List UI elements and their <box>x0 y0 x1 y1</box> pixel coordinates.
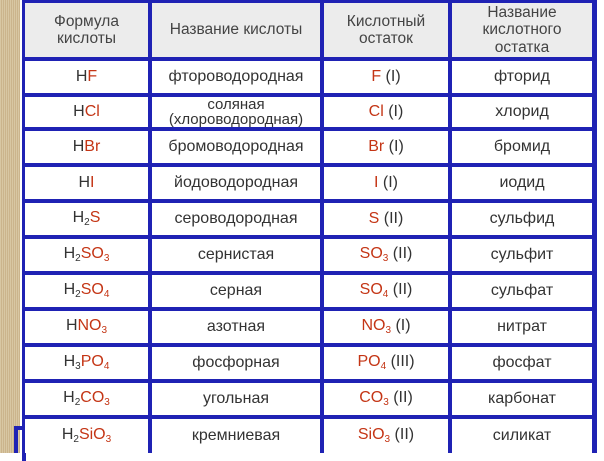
formula-part: H <box>72 208 85 226</box>
acid-name-cell: серная <box>152 275 320 307</box>
formula-cell <box>25 347 148 379</box>
residue-cell <box>324 97 448 127</box>
formula-part: F <box>87 67 98 85</box>
formula-part: H <box>73 102 85 120</box>
formula-part: SO <box>359 244 383 262</box>
residue-formula <box>360 246 413 265</box>
acid-name-cell: сернистая <box>152 239 320 271</box>
residue-name-cell: хлорид <box>452 97 592 127</box>
formula-cell <box>25 61 148 93</box>
residue-cell <box>324 275 448 307</box>
residue-name-cell: сульфид <box>452 203 592 235</box>
formula-part: F <box>371 67 382 85</box>
acid-formula <box>64 246 110 265</box>
residue-cell <box>324 167 448 199</box>
formula-part: Cl <box>368 102 384 120</box>
formula-part: H <box>75 67 88 85</box>
formula-part: NO <box>77 316 102 334</box>
formula-part: SiO <box>78 425 106 443</box>
formula-part: (I) <box>381 67 401 85</box>
subscript: 2 <box>75 288 81 300</box>
formula-part: I <box>90 173 95 191</box>
residue-formula <box>360 282 413 301</box>
residue-name-cell: бромид <box>452 131 592 163</box>
acid-name-cell: азотная <box>152 311 320 343</box>
formula-part: Cl <box>84 102 100 120</box>
formula-part: PO <box>357 352 381 370</box>
formula-cell <box>25 167 148 199</box>
acid-name-cell: фтороводородная <box>152 61 320 93</box>
residue-name-cell: фторид <box>452 61 592 93</box>
subscript: 4 <box>380 360 387 372</box>
acid-formula <box>63 390 110 409</box>
residue-cell <box>324 383 448 415</box>
formula-cell <box>25 419 148 453</box>
subscript: 2 <box>74 396 81 408</box>
subscript: 3 <box>383 396 389 408</box>
formula-part: H <box>63 280 76 298</box>
residue-name-cell: сульфит <box>452 239 592 271</box>
residue-cell <box>324 419 448 453</box>
subscript: 3 <box>385 324 391 336</box>
formula-part: H <box>78 173 91 191</box>
acid-formula <box>64 354 110 373</box>
decorative-side-stripe <box>0 0 20 453</box>
header-acid-residue: Кислотный остаток <box>324 3 448 57</box>
acid-name-cell: угольная <box>152 383 320 415</box>
residue-formula <box>359 390 413 409</box>
residue-formula <box>369 211 404 228</box>
residue-cell <box>324 311 448 343</box>
formula-part: S <box>368 209 380 227</box>
formula-part: (I) <box>378 173 398 191</box>
residue-formula <box>371 69 400 86</box>
residue-formula <box>369 104 404 121</box>
formula-part: (I) <box>383 102 404 120</box>
subscript: 2 <box>84 216 90 228</box>
acid-formula <box>64 282 110 301</box>
formula-cell <box>25 383 148 415</box>
acid-formula <box>73 104 100 121</box>
formula-cell <box>25 97 148 127</box>
header-acid-name: Название кислоты <box>152 3 320 57</box>
formula-cell <box>25 131 148 163</box>
residue-cell <box>324 347 448 379</box>
residue-cell <box>324 131 448 163</box>
formula-cell <box>25 239 148 271</box>
formula-part: SO <box>359 280 383 298</box>
subscript: 4 <box>103 360 110 372</box>
subscript: 2 <box>75 252 81 264</box>
acid-name-cell: кремниевая <box>152 419 320 453</box>
residue-name-cell: фосфат <box>452 347 592 379</box>
acid-name-cell: сероводородная <box>152 203 320 235</box>
formula-cell <box>25 203 148 235</box>
acid-formula <box>66 318 107 337</box>
subscript: 3 <box>382 252 389 264</box>
residue-cell <box>324 239 448 271</box>
formula-part: (I) <box>391 316 411 334</box>
subscript: 3 <box>105 433 112 445</box>
residue-cell <box>324 61 448 93</box>
acids-table <box>22 0 597 453</box>
subscript: 4 <box>103 288 110 300</box>
residue-name-cell: силикат <box>452 419 592 453</box>
formula-part: I <box>374 173 379 191</box>
formula-part: Br <box>84 137 101 155</box>
formula-part: Br <box>368 137 385 155</box>
subscript: 4 <box>382 288 389 300</box>
subscript: 3 <box>101 324 108 336</box>
subscript: 3 <box>103 252 110 264</box>
formula-cell <box>25 311 148 343</box>
formula-part: H <box>63 388 75 406</box>
formula-part: (II) <box>388 244 413 262</box>
formula-part: (III) <box>386 352 415 370</box>
formula-part: H <box>65 316 78 334</box>
acid-formula <box>62 427 111 446</box>
acid-formula <box>78 175 94 192</box>
formula-part: (II) <box>390 425 415 443</box>
formula-part: SO <box>80 280 104 298</box>
acid-name-cell: соляная (хлороводородная) <box>152 97 320 127</box>
header-formula: Формула кислоты <box>25 3 148 57</box>
formula-part: S <box>89 208 101 226</box>
residue-formula <box>357 354 414 373</box>
residue-formula <box>374 175 398 192</box>
formula-part: NO <box>361 316 386 334</box>
formula-part: CO <box>80 388 105 406</box>
acid-formula <box>73 139 101 156</box>
formula-part: (I) <box>384 137 404 155</box>
formula-part: H <box>63 352 76 370</box>
residue-formula <box>358 427 414 446</box>
subscript: 3 <box>384 433 391 445</box>
residue-name-cell: иодид <box>452 167 592 199</box>
formula-part: (II) <box>379 209 404 227</box>
acid-name-cell: фосфорная <box>152 347 320 379</box>
acid-formula <box>73 210 101 229</box>
formula-cell <box>25 275 148 307</box>
acid-formula <box>76 69 97 86</box>
subscript: 3 <box>104 396 110 408</box>
residue-name-cell: нитрат <box>452 311 592 343</box>
formula-part: (II) <box>388 388 413 406</box>
residue-formula <box>368 139 404 156</box>
formula-part: H <box>63 244 76 262</box>
formula-part: H <box>72 137 85 155</box>
header-residue-name: Название кислотного остатка <box>452 3 592 57</box>
subscript: 3 <box>75 360 81 372</box>
formula-part: SO <box>80 244 104 262</box>
acid-name-cell: йодоводородная <box>152 167 320 199</box>
formula-part: H <box>61 425 74 443</box>
formula-part: CO <box>359 388 384 406</box>
subscript: 2 <box>73 433 79 445</box>
residue-name-cell: сульфат <box>452 275 592 307</box>
residue-formula <box>361 318 410 337</box>
acid-name-cell: бромоводородная <box>152 131 320 163</box>
formula-part: (II) <box>388 280 413 298</box>
formula-part: PO <box>80 352 104 370</box>
residue-cell <box>324 203 448 235</box>
residue-name-cell: карбонат <box>452 383 592 415</box>
formula-part: SiO <box>357 425 385 443</box>
